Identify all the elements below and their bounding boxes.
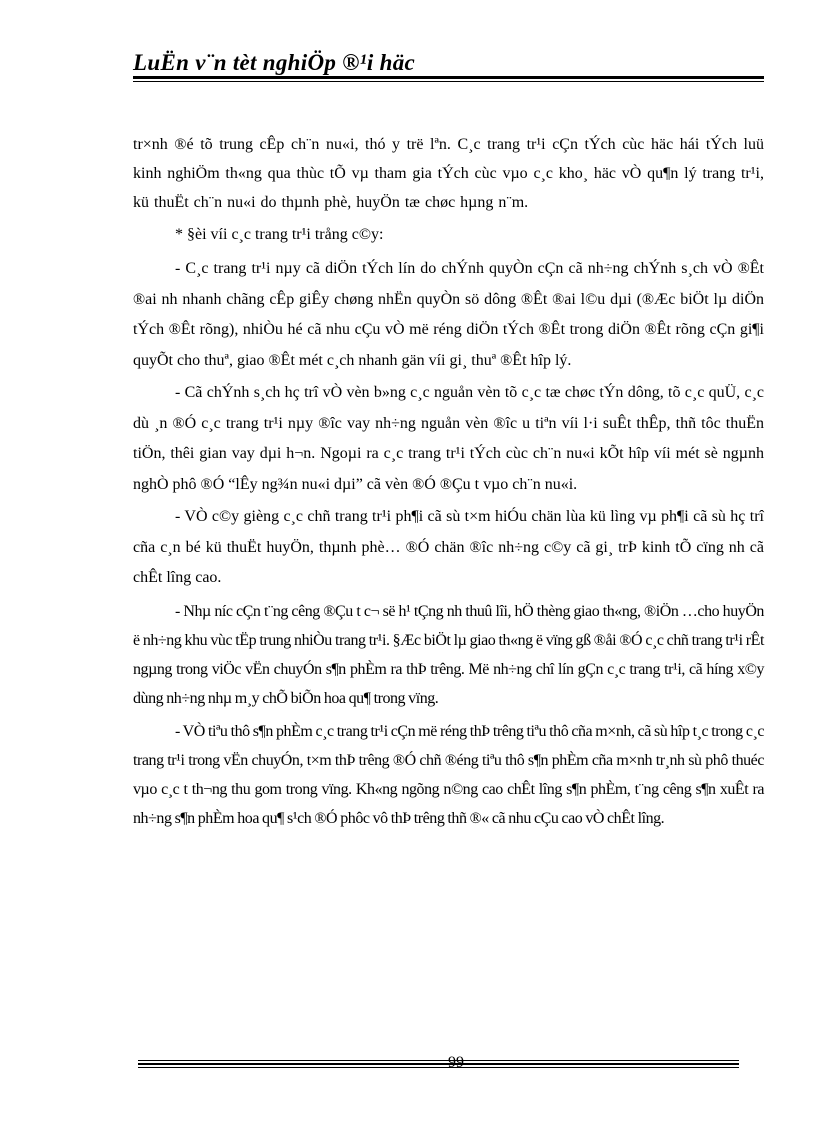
paragraph-seedlings: - VÒ c©y gièng c¸c chñ trang tr¹i ph¶i cã sù t×m hiÓu chän lùa kü lìng vµ ph¶i cã sù hç trî cña c¸n bé kü thuËt huyÖn, thµnh phè… ®Ó chän ®îc nh÷ng c©y cã gi¸ trÞ kinh tÕ cïng nh cã chÊt lîng cao. <box>133 508 764 586</box>
header-rule-thick <box>133 76 764 79</box>
running-header-title: LuËn v¨n tèt nghiÖp ®¹i häc <box>133 50 416 75</box>
header-rule-thin <box>133 81 764 82</box>
page-number: 99 <box>448 1054 464 1071</box>
paragraph-product-consumption: - VÒ tiªu thô s¶n phÈm c¸c trang tr¹i cÇn më réng thÞ trêng tiªu thô cña m×nh, cã sù hîp t¸c trong c¸c trang tr¹i trong vËn chuyÓn, t×m thÞ trêng ®Ó chñ ®éng tiªu thô s¶n phÈm cña m×nh tr¸nh sù phô thuéc vµo c¸c t th¬ng thu gom trong vïng. Kh«ng ngõng n©ng cao chÊt lîng s¶n phÈm, t¨ng cêng s¶n xuÊt ra nh÷ng s¶n phÈm hoa qu¶ s¹ch ®Ó phôc vô thÞ trêng thñ ®« cã nhu cÇu cao vÒ chÊt lîng. <box>133 722 764 827</box>
body-text <box>133 130 764 833</box>
paragraph-land-policy: - C¸c trang tr¹i nµy cã diÖn tÝch lín do chÝnh quyÒn cÇn cã nh÷ng chÝnh s¸ch vÒ ®Êt ®ai nh nhanh chãng cÊp giÊy chøng nhËn quyÒn sö dông ®Êt ®ai l©u dµi (®Æc biÖt lµ diÖn tÝch ®Êt rõng), nhiÒu hé cã nhu cÇu vÒ më réng diÖn tÝch ®Êt trong diÖn ®Êt rõng cÇn gi¶i quyÕt cho thuª, giao ®Êt mét c¸ch nhanh gän víi gi¸ thuª ®Êt hîp lý. <box>133 260 764 369</box>
paragraph-continuation: tr×nh ®é tõ trung cÊp ch¨n nu«i, thó y trë lªn. C¸c trang tr¹i cÇn tÝch cùc häc hái tÝch luü kinh nghiÖm th«ng qua thùc tÕ vµ tham gia tÝch cùc vµo c¸c kho¸ häc vÒ qu¶n lý trang tr¹i, kü thuËt ch¨n nu«i do thµnh phè, huyÖn tæ chøc hµng n¨m. <box>133 136 764 211</box>
paragraph-infrastructure: - Nhµ níc cÇn t¨ng cêng ®Çu t c¬ së h¹ tÇng nh thuû lîi, hÖ thèng giao th«ng, ®iÖn …cho huyÖn ë nh÷ng khu vùc tËp trung nhiÒu trang tr¹i. §Æc biÖt lµ giao th«ng ë vïng gß ®åi ®Ó c¸c chñ trang tr¹i rÊt ngµng trong viÖc vËn chuyÓn s¶n phÈm ra thÞ trêng. Më nh÷ng chî lín gÇn c¸c trang tr¹i, cã híng x©y dùng nh÷ng nhµ m¸y chÕ biÕn hoa qu¶ trong vïng. <box>133 602 764 707</box>
paragraph-capital-support: - Cã chÝnh s¸ch hç trî vÒ vèn b»ng c¸c nguån vèn tõ c¸c tæ chøc tÝn dông, tõ c¸c quÜ, c¸c dù ¸n ®Ó c¸c trang tr¹i nµy ®îc vay nh÷ng nguån vèn ®îc u tiªn víi l·i suÊt thÊp, thñ tôc thuËn tiÖn, thêi gian vay dµi h¬n. Ngoµi ra c¸c trang tr¹i tÝch cùc ch¨n nu«i kÕt hîp víi mét sè ngµnh nghÒ phô ®Ó “lÊy ng¾n nu«i dµi” cã vèn ®Ó ®Çu t vµo ch¨n nu«i. <box>133 384 764 493</box>
paragraph-heading-tree-farms: * §èi víi c¸c trang tr¹i trång c©y: <box>175 226 384 243</box>
